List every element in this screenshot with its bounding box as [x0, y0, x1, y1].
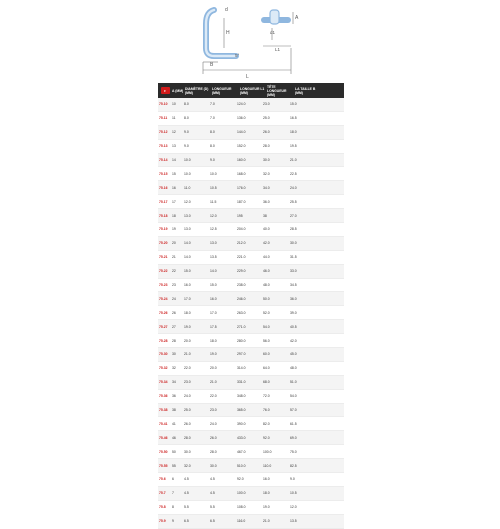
table-cell: 68.0 — [263, 380, 270, 385]
table-row — [158, 501, 344, 515]
table-cell: 64.0 — [263, 366, 270, 371]
table-cell: 33.0 — [290, 269, 297, 274]
table-cell: 5.5 — [210, 505, 215, 510]
table-cell: 13.0 — [184, 227, 191, 232]
table-cell: 51.0 — [290, 380, 297, 385]
table-cell: 12.0 — [210, 213, 217, 218]
table-row — [158, 126, 344, 140]
table-cell: 21 — [172, 255, 176, 260]
table-row — [158, 445, 344, 459]
table-cell: 21.0 — [184, 352, 191, 357]
table-cell: 9.0 — [210, 158, 215, 162]
table-cell: 69.0 — [290, 435, 297, 440]
table-cell: 100.0 — [263, 449, 272, 454]
article-ref-cell: 75.9 — [159, 519, 166, 524]
table-cell: 17.0 — [210, 310, 217, 315]
table-cell: 467.0 — [237, 449, 246, 454]
article-ref-cell: 75.23 — [159, 283, 168, 288]
article-ref-cell: 75.32 — [159, 366, 168, 371]
table-cell: 56.0 — [263, 338, 270, 343]
table-cell: 46.0 — [263, 269, 270, 274]
article-ref-cell: 75.14 — [159, 158, 168, 162]
table-cell: 23.0 — [184, 380, 191, 385]
table-cell: 38 — [172, 408, 176, 413]
table-cell: 10.0 — [210, 171, 217, 176]
article-ref-cell: 75.41 — [159, 421, 168, 426]
header-size-b: LA TAILLE B (MM) — [295, 86, 316, 95]
table-row — [158, 487, 344, 501]
table-cell: 187.0 — [237, 199, 246, 204]
table-cell: 22.0 — [210, 394, 217, 399]
table-cell: 331.0 — [237, 380, 246, 385]
article-ref-cell: 75.26 — [159, 310, 168, 315]
table-cell: 11.0 — [184, 185, 191, 190]
table-cell: 50.0 — [263, 296, 270, 301]
table-cell: 18.0 — [263, 491, 270, 496]
table-row — [158, 515, 344, 529]
header-length: LONGUEUR (MM) — [212, 86, 232, 95]
header-length-l1: LONGUEUR L1 (MM) — [240, 86, 265, 95]
table-cell: 15.0 — [210, 283, 217, 288]
table-cell: 144.0 — [237, 130, 246, 135]
table-cell: 100.0 — [237, 491, 246, 496]
table-cell: 238.0 — [237, 283, 246, 288]
table-cell: 24.0 — [184, 394, 191, 399]
table-cell: 136.0 — [237, 116, 246, 121]
table-cell: 116.0 — [237, 519, 246, 524]
table-cell: 55 — [172, 463, 176, 468]
table-cell: 31.5 — [290, 255, 297, 260]
label-l: L — [246, 74, 249, 80]
table-cell: 21.0 — [210, 380, 217, 385]
table-cell: 75.0 — [290, 449, 297, 454]
table-cell: 42.0 — [290, 338, 297, 343]
table-row — [158, 292, 344, 306]
table-cell: 38 — [263, 213, 267, 218]
table-cell: 82.5 — [290, 463, 297, 468]
table-cell: 32 — [172, 366, 176, 371]
table-cell: 28.5 — [290, 227, 297, 232]
table-row — [158, 320, 344, 334]
table-cell: 30.0 — [290, 241, 297, 246]
article-ref-cell: 75.22 — [159, 269, 168, 274]
table-cell: 221.0 — [237, 255, 246, 260]
table-cell: 9 — [172, 519, 174, 524]
table-cell: 24.0 — [290, 185, 297, 190]
table-cell: 44.0 — [263, 255, 270, 260]
article-ref-cell: 75.11 — [159, 116, 168, 121]
table-row — [158, 431, 344, 445]
table-cell: 24 — [172, 296, 176, 301]
table-cell: 46 — [172, 435, 176, 440]
article-ref-cell: 75.18 — [159, 213, 168, 218]
table-cell: 18.0 — [210, 338, 217, 343]
table-cell: 60.0 — [263, 352, 270, 357]
table-cell: 18.0 — [184, 310, 191, 315]
table-cell: 13.0 — [184, 213, 191, 218]
table-row — [158, 251, 344, 265]
table-cell: 23.0 — [210, 408, 217, 413]
table-cell: 23.0 — [263, 102, 270, 107]
article-ref-cell: 75.46 — [159, 435, 168, 440]
table-cell: 10.5 — [290, 491, 297, 496]
table-cell: 110.0 — [263, 463, 272, 468]
table-cell: 23 — [172, 283, 176, 288]
table-cell: 4.5 — [184, 491, 189, 496]
table-cell: 30.0 — [210, 463, 217, 468]
table-header — [158, 83, 344, 98]
table-body — [158, 98, 344, 529]
table-cell: 10.5 — [210, 185, 217, 190]
table-cell: 6.5 — [184, 519, 189, 524]
table-cell: 19.0 — [210, 352, 217, 357]
table-cell: 16.0 — [210, 296, 217, 301]
table-cell: 348.0 — [237, 394, 246, 399]
table-cell: 19 — [172, 227, 176, 232]
table-cell: 14.0 — [210, 269, 217, 274]
table-cell: 18 — [172, 213, 176, 218]
table-cell: 7.0 — [210, 116, 215, 121]
table-cell: 14 — [172, 158, 176, 162]
label-five-degrees: 5° — [235, 53, 240, 58]
table-cell: 25.5 — [290, 199, 297, 204]
table-cell: 12.0 — [290, 505, 297, 510]
table-cell: 12.5 — [210, 227, 217, 232]
table-row — [158, 404, 344, 418]
table-row — [158, 223, 344, 237]
table-cell: 365.0 — [237, 408, 246, 413]
table-cell: 17.5 — [210, 324, 217, 329]
table-row — [158, 140, 344, 154]
table-cell: 9.0 — [290, 477, 295, 482]
table-cell: 14.0 — [184, 255, 191, 260]
header-diameter: DIAMÈTRE (D) (MM) — [185, 86, 209, 95]
table-cell: 8.0 — [210, 144, 215, 149]
wrench-spec-table — [158, 83, 344, 529]
table-cell: 15.0 — [184, 269, 191, 274]
table-cell: 48.0 — [290, 366, 297, 371]
table-cell: 34.5 — [290, 283, 297, 288]
table-row — [158, 376, 344, 390]
table-cell: 40.0 — [263, 227, 270, 232]
header-a: A (MM) — [172, 88, 184, 93]
table-cell: 32.0 — [184, 463, 191, 468]
table-cell: 14.0 — [184, 241, 191, 246]
article-ref-cell: 75.50 — [159, 449, 168, 454]
table-cell: 6.5 — [210, 519, 215, 524]
table-cell: 11 — [172, 116, 176, 121]
article-ref-cell: 75.6 — [159, 477, 166, 482]
table-row — [158, 209, 344, 223]
table-cell: 54.0 — [290, 394, 297, 399]
table-cell: 21.0 — [263, 519, 270, 524]
label-l1: L1 — [275, 47, 281, 52]
table-cell: 39.0 — [290, 310, 297, 315]
label-a: A — [295, 15, 299, 21]
table-cell: 92.0 — [263, 435, 270, 440]
table-cell: 28.0 — [263, 144, 270, 149]
table-cell: 24.0 — [210, 421, 217, 426]
table-cell: 13.5 — [290, 519, 297, 524]
table-cell: 12 — [172, 130, 176, 135]
table-cell: 34.0 — [263, 185, 270, 190]
label-b: B — [210, 62, 214, 68]
table-cell: 34 — [172, 380, 176, 385]
technical-drawing — [0, 0, 500, 82]
table-cell: 22.0 — [184, 366, 191, 371]
table-cell: 30.0 — [184, 449, 191, 454]
table-cell: 4.5 — [210, 491, 215, 496]
table-cell: 28 — [172, 338, 176, 343]
table-cell: 271.0 — [237, 324, 246, 329]
article-ref-cell: 75.16 — [159, 185, 168, 190]
table-cell: 13.5 — [210, 255, 217, 260]
table-cell: 433.0 — [237, 435, 246, 440]
table-row — [158, 98, 344, 112]
table-row — [158, 112, 344, 126]
table-cell: 124.0 — [237, 102, 246, 107]
table-cell: 48.0 — [263, 283, 270, 288]
table-cell: 22.5 — [290, 171, 297, 176]
article-ref-cell: 75.24 — [159, 296, 168, 301]
table-cell: 195 — [237, 213, 243, 218]
table-cell: 17.0 — [184, 296, 191, 301]
table-cell: 25.0 — [263, 116, 270, 121]
table-cell: 13.0 — [210, 241, 217, 246]
header-head-length: TÊTE LONGUEUR (MM) — [267, 84, 287, 97]
table-cell: 30.0 — [263, 158, 270, 162]
table-cell: 30 — [172, 352, 176, 357]
table-cell: 18.0 — [290, 130, 297, 135]
table-cell: 8.0 — [210, 130, 215, 135]
table-cell: 160.0 — [237, 158, 246, 162]
table-cell: 108.0 — [237, 505, 246, 510]
table-cell: 61.5 — [290, 421, 297, 426]
label-d1: d1 — [270, 30, 276, 35]
article-ref-cell: 75.36 — [159, 394, 168, 399]
table-cell: 25.0 — [184, 408, 191, 413]
table-cell: 9.0 — [184, 130, 189, 135]
article-ref-cell: 75.8 — [159, 505, 166, 510]
table-row — [158, 306, 344, 320]
table-row — [158, 154, 344, 168]
table-row — [158, 390, 344, 404]
table-cell: 9.0 — [184, 144, 189, 149]
table-cell: 82.0 — [263, 421, 270, 426]
article-ref-cell: 75.21 — [159, 255, 168, 260]
article-ref-cell: 75.13 — [159, 144, 168, 149]
table-cell: 168.0 — [237, 171, 246, 176]
table-cell: 41 — [172, 421, 176, 426]
label-d: d — [225, 7, 228, 13]
article-ref-cell: 75.15 — [159, 171, 168, 176]
table-cell: 8 — [172, 505, 174, 510]
label-h: H — [226, 30, 230, 36]
table-cell: 176.0 — [237, 185, 246, 190]
table-cell: 20.0 — [210, 366, 217, 371]
table-cell: 28.0 — [210, 449, 217, 454]
table-cell: 54.0 — [263, 324, 270, 329]
table-cell: 10 — [172, 102, 176, 107]
table-cell: 21.0 — [290, 158, 297, 162]
table-cell: 8.0 — [184, 102, 189, 107]
table-cell: 42.0 — [263, 241, 270, 246]
table-cell: 204.0 — [237, 227, 246, 232]
table-cell: 92.0 — [237, 477, 244, 482]
table-cell: 16.0 — [184, 283, 191, 288]
article-ref-cell: 75.28 — [159, 338, 168, 343]
table-row — [158, 237, 344, 251]
article-ref-cell: 75.10 — [159, 102, 168, 107]
table-cell: 76.0 — [263, 408, 270, 413]
table-cell: 52.0 — [263, 310, 270, 315]
table-cell: 246.0 — [237, 296, 246, 301]
article-ref-cell: 75.38 — [159, 408, 168, 413]
table-cell: 20.0 — [184, 338, 191, 343]
table-cell: 280.0 — [237, 338, 246, 343]
table-cell: 22 — [172, 269, 176, 274]
table-cell: 6 — [172, 477, 174, 482]
table-cell: 36.0 — [263, 199, 270, 204]
table-row — [158, 473, 344, 487]
table-cell: 7.0 — [210, 102, 215, 107]
table-cell: 57.0 — [290, 408, 297, 413]
table-cell: 4.5 — [184, 477, 189, 482]
table-row — [158, 459, 344, 473]
table-cell: 50 — [172, 449, 176, 454]
table-cell: 263.0 — [237, 310, 246, 315]
table-cell: 19.0 — [184, 324, 191, 329]
table-cell: 26.0 — [263, 130, 270, 135]
table-row — [158, 362, 344, 376]
table-cell: 16.5 — [290, 116, 297, 121]
article-ref-cell: 75.17 — [159, 199, 168, 204]
table-cell: 27.0 — [290, 213, 297, 218]
table-cell: 8.0 — [184, 116, 189, 121]
article-ref-cell: 75.34 — [159, 380, 168, 385]
table-cell: 4.5 — [210, 477, 215, 482]
table-cell: 17 — [172, 199, 176, 204]
article-ref-cell: 75.30 — [159, 352, 168, 357]
table-cell: 32.0 — [263, 171, 270, 176]
table-cell: 27 — [172, 324, 176, 329]
table-cell: 152.0 — [237, 144, 246, 149]
table-cell: 72.0 — [263, 394, 270, 399]
table-cell: 26.0 — [184, 421, 191, 426]
table-cell: 16.0 — [263, 477, 270, 482]
article-ref-cell: 75.7 — [159, 491, 166, 496]
table-cell: 510.0 — [237, 463, 246, 468]
table-cell: 45.0 — [290, 352, 297, 357]
table-cell: 10.0 — [184, 158, 191, 162]
table-row — [158, 279, 344, 293]
table-cell: 36.0 — [290, 296, 297, 301]
article-ref-cell: 75.19 — [159, 227, 168, 232]
table-cell: 16 — [172, 185, 176, 190]
table-cell: 40.5 — [290, 324, 297, 329]
table-cell: 390.0 — [237, 421, 246, 426]
table-row — [158, 334, 344, 348]
table-row — [158, 181, 344, 195]
table-cell: 19.5 — [290, 144, 297, 149]
table-row — [158, 265, 344, 279]
article-ref-cell: 75.20 — [159, 241, 168, 246]
article-ref-cell: 75.27 — [159, 324, 168, 329]
table-cell: 10.0 — [184, 171, 191, 176]
article-ref-cell: 75.12 — [159, 130, 168, 135]
article-ref-cell: 75.55 — [159, 463, 168, 468]
table-cell: 13 — [172, 144, 176, 149]
table-cell: 26 — [172, 310, 176, 315]
table-cell: 11.5 — [210, 199, 217, 204]
table-row — [158, 195, 344, 209]
table-cell: 36 — [172, 394, 176, 399]
table-cell: 15 — [172, 171, 176, 176]
table-cell: 5.5 — [184, 505, 189, 510]
table-cell: 19.0 — [263, 505, 270, 510]
table-cell: 314.0 — [237, 366, 246, 371]
table-cell: 15.0 — [290, 102, 297, 107]
table-row — [158, 167, 344, 181]
table-row — [158, 417, 344, 431]
table-cell: 28.0 — [184, 435, 191, 440]
table-cell: 212.0 — [237, 241, 246, 246]
table-cell: 297.0 — [237, 352, 246, 357]
table-cell: 7 — [172, 491, 174, 496]
table-row — [158, 348, 344, 362]
table-cell: 26.0 — [210, 435, 217, 440]
table-cell: 12.0 — [184, 199, 191, 204]
table-cell: 20 — [172, 241, 176, 246]
brand-logo: F — [161, 87, 170, 94]
table-cell: 229.0 — [237, 269, 246, 274]
